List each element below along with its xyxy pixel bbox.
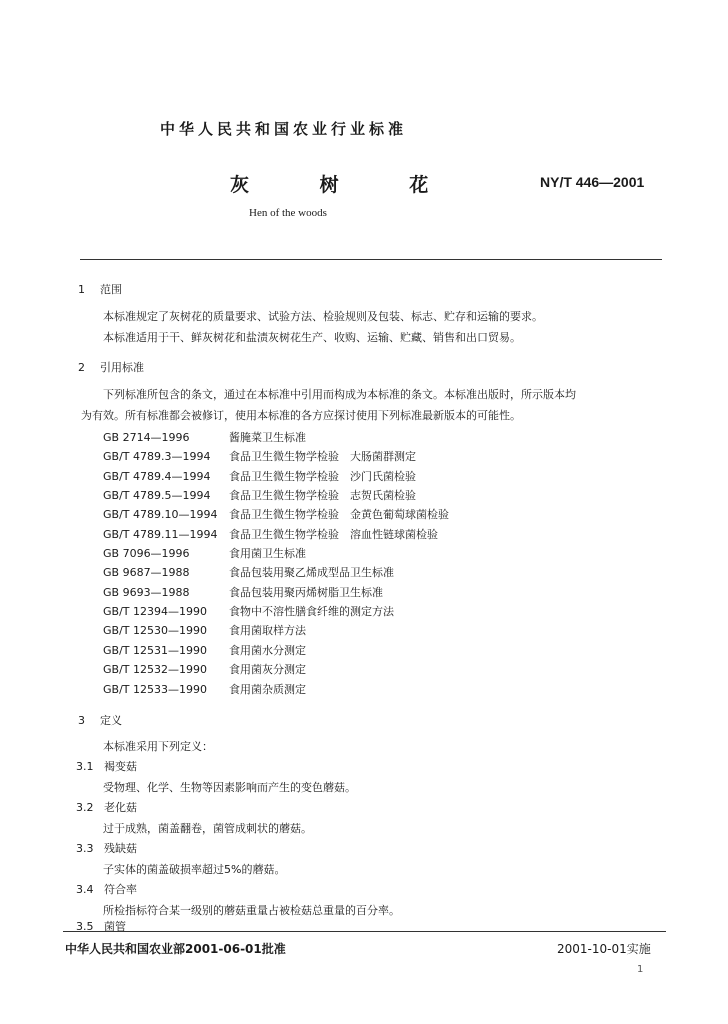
reference-code: GB/T 12531—1990: [103, 644, 207, 657]
term: 残缺菇: [104, 842, 137, 855]
paragraph: 下列标准所包含的条文，通过在本标准中引用而构成为本标准的条文。本标准出版时，所示版本均: [103, 388, 576, 401]
approval-statement: 中华人民共和国农业部2001-06-01批准: [65, 942, 286, 956]
clause-number: 3.1: [76, 760, 94, 773]
english-title: Hen of the woods: [249, 207, 327, 219]
section-number: 1: [78, 283, 85, 296]
reference-title: 食用菌杂质测定: [229, 683, 306, 696]
footer-divider: [63, 931, 666, 932]
section-2-heading: [78, 359, 144, 375]
standard-code: NY/T 446—2001: [540, 174, 645, 190]
reference-code: GB/T 4789.5—1994: [103, 489, 211, 502]
reference-item: [103, 487, 416, 503]
reference-title: 食用菌卫生标准: [229, 547, 306, 560]
reference-title: 食品卫生微生物学检验 溶血性链球菌检验: [229, 528, 438, 541]
page-number: 1: [637, 964, 644, 975]
term: 符合率: [104, 883, 137, 896]
term: 褐变菇: [104, 760, 137, 773]
reference-title: 食品卫生微生物学检验 大肠菌群测定: [229, 450, 416, 463]
reference-item: [103, 622, 306, 638]
document-title: 灰 树 花: [230, 174, 461, 196]
reference-item: [103, 468, 416, 484]
reference-item: [103, 681, 306, 697]
reference-item: [103, 603, 394, 619]
reference-code: GB/T 12532—1990: [103, 663, 207, 676]
reference-item: [103, 584, 383, 600]
reference-title: 食品包装用聚乙烯成型品卫生标准: [229, 566, 394, 579]
reference-code: GB/T 12530—1990: [103, 624, 207, 637]
definition-term: [76, 758, 137, 774]
clause-number: 3.4: [76, 883, 94, 896]
reference-title: 食品卫生微生物学检验 金黄色葡萄球菌检验: [229, 508, 449, 521]
reference-item: [103, 642, 306, 658]
term: 老化菇: [104, 801, 137, 814]
section-title: 范围: [100, 283, 122, 296]
reference-title: 酱腌菜卫生标准: [229, 431, 306, 444]
definition-text: 子实体的菌盖破损率超过5%的蘑菇。: [103, 863, 286, 876]
section-number: 2: [78, 361, 85, 374]
section-title: 定义: [100, 714, 122, 727]
definition-text: 所检指标符合某一级别的蘑菇重量占被检菇总重量的百分率。: [103, 904, 400, 917]
term: 菌管: [104, 920, 126, 933]
paragraph: 本标准适用于干、鲜灰树花和盐渍灰树花生产、收购、运输、贮藏、销售和出口贸易。: [103, 331, 521, 344]
implementation-date: 2001-10-01实施: [557, 942, 651, 956]
paragraph: 本标准规定了灰树花的质量要求、试验方法、检验规则及包装、标志、贮存和运输的要求。: [103, 310, 543, 323]
paragraph: 为有效。所有标准都会被修订，使用本标准的各方应探讨使用下列标准最新版本的可能性。: [81, 409, 521, 422]
reference-item: [103, 429, 306, 445]
reference-item: [103, 448, 416, 464]
reference-title: 食用菌取样方法: [229, 624, 306, 637]
reference-code: GB/T 4789.10—1994: [103, 508, 218, 521]
definition-text: 过于成熟，菌盖翻卷，菌管成刺状的蘑菇。: [103, 822, 312, 835]
header-divider: [80, 259, 662, 260]
clause-number: 3.5: [76, 920, 94, 933]
reference-title: 食物中不溶性膳食纤维的测定方法: [229, 605, 394, 618]
definition-term: [76, 799, 137, 815]
reference-code: GB/T 12533—1990: [103, 683, 207, 696]
reference-code: GB/T 4789.11—1994: [103, 528, 218, 541]
definition-term: [76, 840, 137, 856]
reference-item: [103, 661, 306, 677]
reference-item: [103, 545, 306, 561]
section-number: 3: [78, 714, 85, 727]
reference-code: GB 9687—1988: [103, 566, 190, 579]
reference-item: [103, 564, 394, 580]
reference-title: 食品包装用聚丙烯树脂卫生标准: [229, 586, 383, 599]
standard-organization: 中华人民共和国农业行业标准: [160, 120, 408, 138]
paragraph: 本标准采用下列定义：: [103, 740, 213, 753]
reference-title: 食品卫生微生物学检验 志贺氏菌检验: [229, 489, 416, 502]
reference-code: GB 2714—1996: [103, 431, 190, 444]
reference-title: 食用菌灰分测定: [229, 663, 306, 676]
reference-item: [103, 526, 438, 542]
clause-number: 3.2: [76, 801, 94, 814]
reference-title: 食品卫生微生物学检验 沙门氏菌检验: [229, 470, 416, 483]
reference-code: GB 9693—1988: [103, 586, 190, 599]
reference-code: GB/T 4789.3—1994: [103, 450, 211, 463]
reference-code: GB 7096—1996: [103, 547, 190, 560]
section-3-heading: [78, 712, 122, 728]
reference-code: GB/T 4789.4—1994: [103, 470, 211, 483]
reference-title: 食用菌水分测定: [229, 644, 306, 657]
section-title: 引用标准: [100, 361, 144, 374]
clause-number: 3.3: [76, 842, 94, 855]
reference-item: [103, 506, 449, 522]
definition-text: 受物理、化学、生物等因素影响而产生的变色蘑菇。: [103, 781, 356, 794]
reference-code: GB/T 12394—1990: [103, 605, 207, 618]
definition-term: [76, 881, 137, 897]
section-1-heading: [78, 281, 122, 297]
